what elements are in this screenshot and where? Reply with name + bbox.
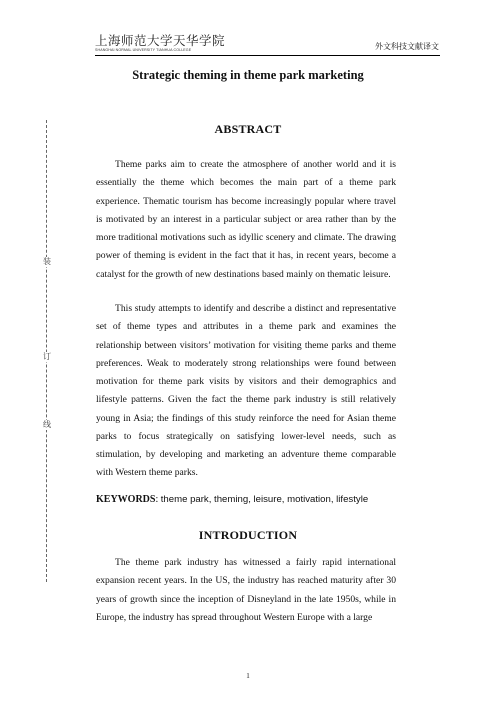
logo-chinese-text: 上海师范大学天华学院 (95, 34, 226, 48)
abstract-heading: ABSTRACT (214, 122, 282, 136)
header-divider (95, 55, 440, 56)
abstract-paragraph-1: Theme parks aim to create the atmosphere of another world and it is essentially the theme which becomes the main part of a theme park experience. Thematic tourism has become increasingly popular where travel is motivated by an interest in a particular subject or area rather than by the more traditional motivations such as idyllic scenery and climate. The drawing power of theming is evident in the fact that it has, in recent years, become a catalyst for the growth of new destinations based mainly on thematic leisure. (96, 159, 396, 280)
logo-english-text: SHANGHAI NORMAL UNIVERSITY TIANHUA COLLEGE (95, 48, 192, 52)
introduction-heading: INTRODUCTION (198, 528, 298, 542)
document-type-label: 外文科技文献译文 (375, 42, 439, 51)
introduction-paragraph-1: The theme park industry has witnessed a fairly rapid international expansion recent years. In the US, the industry has reached maturity after 30 years of growth since the inception of Disneyland in the late 1950s, while in Europe, the industry has spread throughout Western Europe with a large (96, 557, 396, 623)
keywords-label: KEYWORDS (96, 494, 156, 505)
article-title: Strategic theming in theme park marketing (132, 68, 364, 82)
binding-mark-xian: 线 (40, 420, 54, 430)
university-logo (95, 34, 226, 53)
abstract-paragraph-2: This study attempts to identify and describe a distinct and representative set of theme types and attributes in a theme park and examines the relationship between visitors’ motivation for visiting theme parks and theme preferences. Weak to moderately strong relationships were found between motivation for theme park visits by visitors and their demographics and lifestyle patterns. Given the fact the theme park industry is still relatively young in Asia; the findings of this study reinforce the need for Asian theme parks to focus strategically on satisfying lower-level needs, such as stimulation, by developing and marketing an adventure theme comparable with Western theme parks. (96, 303, 396, 479)
binding-mark-zhuang: 装 (40, 257, 54, 267)
keywords-line (96, 494, 368, 505)
binding-dashed-line (46, 120, 47, 582)
keywords-text: theme park, theming, leisure, motivation, lifestyle (160, 494, 369, 505)
keywords-colon: : (155, 494, 161, 505)
page-number: 1 (246, 672, 250, 680)
binding-margin (40, 120, 54, 582)
binding-mark-ding: 订 (40, 352, 54, 362)
